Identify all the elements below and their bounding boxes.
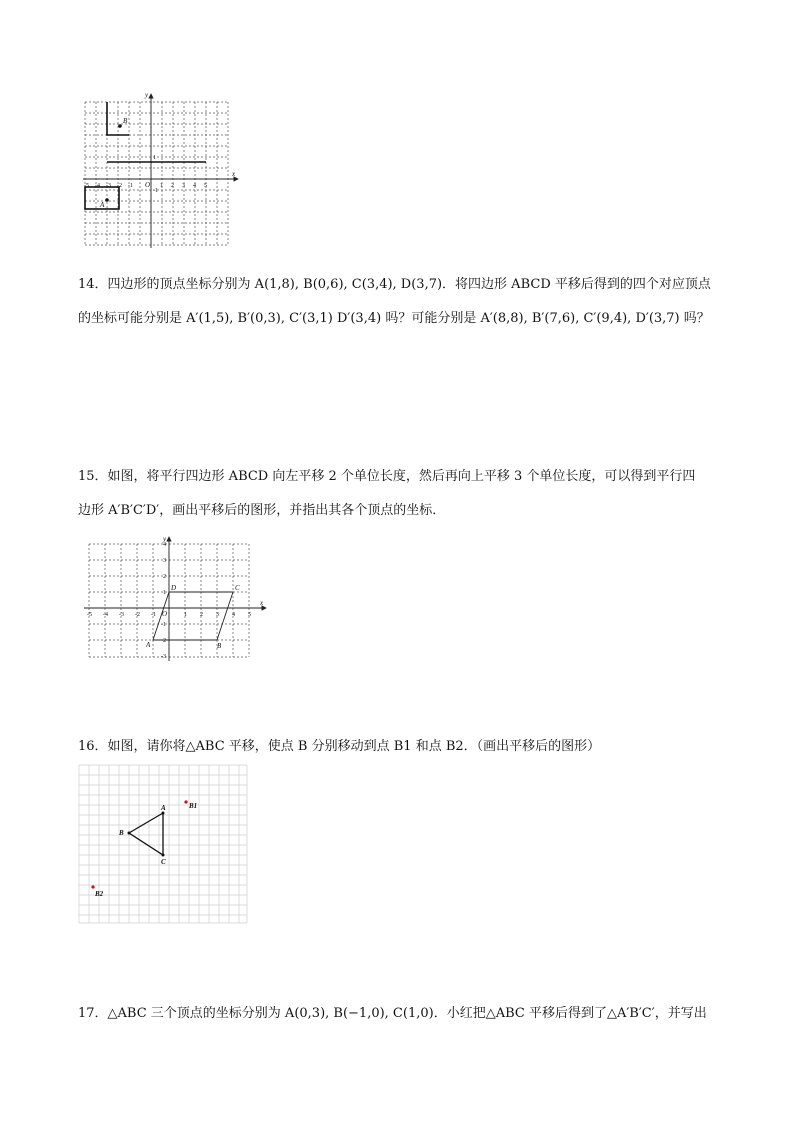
question-16 — [78, 730, 728, 764]
x-tick: 5 — [204, 183, 207, 189]
point-a-label: A — [100, 201, 105, 209]
x-tick: 3 — [182, 183, 185, 189]
origin-label: O — [145, 181, 151, 189]
point-b-label: B — [123, 117, 128, 125]
x-tick: -1 — [151, 612, 156, 618]
question-14-line-1: 14．四边形的顶点坐标分别为 A(1,8), B(0,6), C(3,4), D(3,7)．将四边形 ABCD 平移后得到的四个对应顶点 — [78, 277, 711, 292]
y-axis-label: y — [163, 535, 167, 543]
x-tick: -5 — [87, 612, 92, 618]
y-tick: 1 — [163, 590, 166, 596]
y-axis-label: y — [145, 91, 149, 99]
question-14 — [78, 268, 728, 336]
vertex-c-label: C — [161, 858, 166, 866]
y-tick: 4 — [163, 542, 166, 548]
x-tick: -2 — [117, 183, 122, 189]
y-tick: -1 — [161, 622, 166, 628]
figure-1-coordinate-grid — [80, 90, 240, 250]
x-tick: -3 — [119, 612, 124, 618]
x-axis-label: x — [232, 170, 236, 178]
vertex-b-label: B — [217, 642, 222, 650]
x-tick: -1 — [128, 183, 133, 189]
x-axis-label: x — [260, 599, 264, 607]
x-tick: 2 — [171, 183, 174, 189]
vertex-b-label: B — [119, 829, 124, 837]
target-b2-label: B2 — [95, 890, 104, 898]
question-17 — [78, 997, 728, 1031]
target-b1-label: B1 — [189, 802, 198, 810]
figure-2-parallelogram-grid — [80, 535, 270, 663]
question-15-line-1: 15．如图，将平行四边形 ABCD 向左平移 2 个单位长度，然后再向上平移 3 个单位长度，可以得到平行四 — [78, 469, 696, 484]
question-17-line-1: 17．△ABC 三个顶点的坐标分别为 A(0,3), B(−1,0), C(1,0)．小红把△ABC 平移后得到了△A′B′C′，并写出 — [78, 1006, 707, 1021]
origin-label: O — [162, 610, 168, 618]
question-14-line-2: 的坐标可能分别是 A′(1,5), B′(0,3), C′(3,1) D′(3,4) 吗？可能分别是 A′(8,8), B′(7,6), C′(9,4), D′(3,7) 吗？ — [78, 311, 710, 326]
question-15-line-2: 边形 A′B′C′D′，画出平移后的图形，并指出其各个顶点的坐标． — [78, 503, 446, 518]
vertex-c-label: C — [235, 584, 240, 592]
question-16-line-1: 16．如图，请你将△ABC 平移，使点 B 分别移动到点 B1 和点 B2．（画出平移后的图形） — [78, 739, 601, 754]
target-point-b1 — [184, 800, 187, 803]
y-tick: 2 — [163, 574, 166, 580]
x-tick: 3 — [216, 612, 219, 618]
vertex-a-label: A — [161, 804, 166, 812]
triangle-abc — [129, 813, 163, 855]
vertex-d-label: D — [171, 584, 177, 592]
x-tick: 5 — [248, 612, 251, 618]
x-tick: -3 — [106, 183, 111, 189]
y-tick: -2 — [161, 638, 166, 644]
x-tick: -5 — [84, 183, 89, 189]
question-15 — [78, 460, 728, 528]
x-tick: -4 — [95, 183, 100, 189]
x-tick: 1 — [184, 612, 187, 618]
y-tick: -1 — [153, 188, 158, 194]
y-tick: 3 — [163, 558, 166, 564]
x-tick: -4 — [103, 612, 108, 618]
y-tick: 1 — [153, 155, 156, 161]
x-tick: 1 — [160, 183, 163, 189]
x-tick: 2 — [200, 612, 203, 618]
y-tick: -3 — [161, 654, 166, 660]
x-tick: -2 — [135, 612, 140, 618]
target-point-b2 — [91, 885, 94, 888]
vertex-a-label: A — [146, 641, 151, 649]
x-tick: 4 — [193, 183, 196, 189]
x-tick: 4 — [232, 612, 235, 618]
figure-3-triangle-grid — [78, 764, 250, 926]
